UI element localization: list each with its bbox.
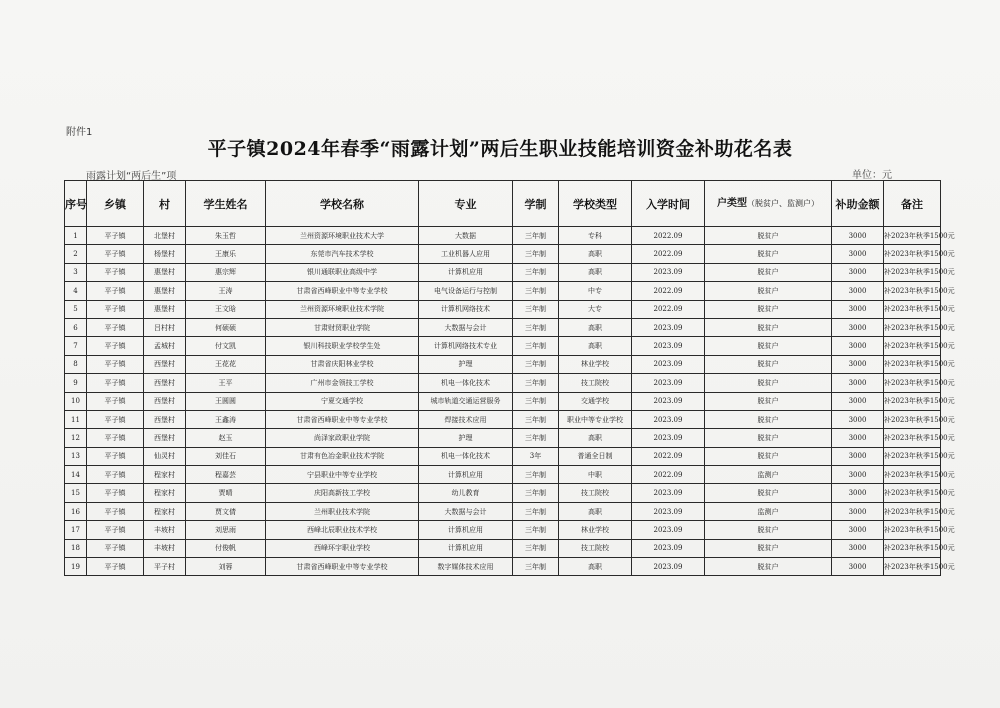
header-village: 村 xyxy=(144,181,186,227)
cell-school-type: 中专 xyxy=(559,282,632,300)
cell-school-type: 高职 xyxy=(559,502,632,520)
table-row xyxy=(65,466,941,484)
cell-no: 7 xyxy=(65,337,87,355)
cell-note: 补2023年秋季1500元 xyxy=(884,410,941,428)
header-household xyxy=(705,181,832,227)
cell-no: 19 xyxy=(65,558,87,576)
cell-amount: 3000 xyxy=(832,447,884,465)
cell-major: 护理 xyxy=(419,355,513,373)
cell-school-type: 高职 xyxy=(559,429,632,447)
cell-name: 付俊帆 xyxy=(186,539,266,557)
cell-note: 补2023年秋季1500元 xyxy=(884,227,941,245)
cell-no: 12 xyxy=(65,429,87,447)
cell-school: 宁夏交通学校 xyxy=(266,392,419,410)
cell-town: 平子镇 xyxy=(87,539,144,557)
table-row xyxy=(65,447,941,465)
cell-name: 何硕硕 xyxy=(186,318,266,336)
cell-school: 东莞市汽车技术学校 xyxy=(266,245,419,263)
cell-town: 平子镇 xyxy=(87,484,144,502)
cell-school-type: 高职 xyxy=(559,337,632,355)
cell-length: 三年制 xyxy=(513,263,559,281)
cell-enroll: 2022.09 xyxy=(632,245,705,263)
cell-note: 补2023年秋季1500元 xyxy=(884,521,941,539)
cell-school: 甘肃省西峰职业中等专业学校 xyxy=(266,282,419,300)
cell-name: 王文晗 xyxy=(186,300,266,318)
cell-major: 机电一体化技术 xyxy=(419,447,513,465)
cell-school-type: 高职 xyxy=(559,318,632,336)
cell-major: 计算机网络技术 xyxy=(419,300,513,318)
cell-enroll: 2022.09 xyxy=(632,227,705,245)
cell-name: 程嘉芸 xyxy=(186,466,266,484)
cell-note: 补2023年秋季1500元 xyxy=(884,484,941,502)
subsidy-roster-table xyxy=(64,180,955,576)
cell-amount: 3000 xyxy=(832,410,884,428)
cell-school: 西峰环宇职业学校 xyxy=(266,539,419,557)
cell-amount: 3000 xyxy=(832,558,884,576)
cell-length: 三年制 xyxy=(513,558,559,576)
cell-village: 丰坡村 xyxy=(144,539,186,557)
cell-note: 补2023年秋季1500元 xyxy=(884,337,941,355)
cell-town: 平子镇 xyxy=(87,410,144,428)
cell-amount: 3000 xyxy=(832,245,884,263)
table-body xyxy=(65,227,955,576)
cell-household: 脱贫户 xyxy=(705,227,832,245)
cell-village: 程家村 xyxy=(144,502,186,520)
cell-no: 13 xyxy=(65,447,87,465)
cell-no: 9 xyxy=(65,374,87,392)
header-no: 序号 xyxy=(65,181,87,227)
cell-length: 三年制 xyxy=(513,539,559,557)
cell-school: 甘肃省庆阳林业学校 xyxy=(266,355,419,373)
cell-note: 补2023年秋季1500元 xyxy=(884,282,941,300)
cell-name: 贾文倩 xyxy=(186,502,266,520)
cell-major: 工业机器人应用 xyxy=(419,245,513,263)
cell-length: 三年制 xyxy=(513,227,559,245)
cell-village: 丰坡村 xyxy=(144,521,186,539)
cell-name: 朱玉哲 xyxy=(186,227,266,245)
cell-name: 贾晴 xyxy=(186,484,266,502)
cell-amount: 3000 xyxy=(832,282,884,300)
cell-village: 平子村 xyxy=(144,558,186,576)
header-school: 学校名称 xyxy=(266,181,419,227)
cell-length: 三年制 xyxy=(513,300,559,318)
cell-no: 15 xyxy=(65,484,87,502)
cell-name: 王花花 xyxy=(186,355,266,373)
cell-town: 平子镇 xyxy=(87,447,144,465)
cell-household: 脱贫户 xyxy=(705,337,832,355)
cell-no: 10 xyxy=(65,392,87,410)
cell-length: 3年 xyxy=(513,447,559,465)
cell-school-type: 技工院校 xyxy=(559,484,632,502)
table-row xyxy=(65,539,941,557)
cell-major: 护理 xyxy=(419,429,513,447)
cell-household: 脱贫户 xyxy=(705,355,832,373)
cell-enroll: 2023.09 xyxy=(632,410,705,428)
table-row xyxy=(65,318,941,336)
cell-major: 计算机应用 xyxy=(419,521,513,539)
cell-amount: 3000 xyxy=(832,521,884,539)
cell-school-type: 林业学校 xyxy=(559,355,632,373)
cell-note: 补2023年秋季1500元 xyxy=(884,447,941,465)
cell-amount: 3000 xyxy=(832,374,884,392)
cell-major: 大数据与会计 xyxy=(419,318,513,336)
cell-name: 王康乐 xyxy=(186,245,266,263)
cell-note: 补2023年秋季1500元 xyxy=(884,245,941,263)
cell-no: 16 xyxy=(65,502,87,520)
cell-note: 补2023年秋季1500元 xyxy=(884,355,941,373)
cell-major: 电气设备运行与控制 xyxy=(419,282,513,300)
cell-amount: 3000 xyxy=(832,429,884,447)
cell-amount: 3000 xyxy=(832,466,884,484)
cell-household: 监测户 xyxy=(705,466,832,484)
cell-note: 补2023年秋季1500元 xyxy=(884,502,941,520)
cell-no: 3 xyxy=(65,263,87,281)
table-header-row xyxy=(65,181,941,227)
cell-no: 4 xyxy=(65,282,87,300)
cell-school: 甘肃省西峰职业中等专业学校 xyxy=(266,558,419,576)
cell-amount: 3000 xyxy=(832,355,884,373)
cell-name: 刘佳石 xyxy=(186,447,266,465)
table-row xyxy=(65,392,941,410)
cell-village: 北堡村 xyxy=(144,227,186,245)
cell-amount: 3000 xyxy=(832,300,884,318)
header-name: 学生姓名 xyxy=(186,181,266,227)
cell-no: 6 xyxy=(65,318,87,336)
cell-village: 惠堡村 xyxy=(144,300,186,318)
cell-school-type: 高职 xyxy=(559,245,632,263)
cell-major: 机电一体化技术 xyxy=(419,374,513,392)
cell-amount: 3000 xyxy=(832,539,884,557)
cell-household: 脱贫户 xyxy=(705,392,832,410)
project-label: 雨露计划“两后生”项 xyxy=(86,171,177,182)
cell-village: 西堡村 xyxy=(144,392,186,410)
cell-village: 西堡村 xyxy=(144,410,186,428)
cell-no: 8 xyxy=(65,355,87,373)
cell-school-type: 普通全日制 xyxy=(559,447,632,465)
cell-name: 惠宗辉 xyxy=(186,263,266,281)
cell-no: 2 xyxy=(65,245,87,263)
cell-no: 14 xyxy=(65,466,87,484)
cell-town: 平子镇 xyxy=(87,300,144,318)
cell-amount: 3000 xyxy=(832,318,884,336)
cell-note: 补2023年秋季1500元 xyxy=(884,429,941,447)
unit-label: 单位：元 xyxy=(852,170,892,181)
cell-village: 程家村 xyxy=(144,466,186,484)
cell-enroll: 2022.09 xyxy=(632,447,705,465)
cell-amount: 3000 xyxy=(832,484,884,502)
cell-village: 程家村 xyxy=(144,484,186,502)
table-row xyxy=(65,300,941,318)
cell-village: 仙灵村 xyxy=(144,447,186,465)
cell-no: 5 xyxy=(65,300,87,318)
cell-household: 脱贫户 xyxy=(705,447,832,465)
cell-no: 11 xyxy=(65,410,87,428)
attachment-label: 附件1 xyxy=(66,127,93,138)
header-town: 乡镇 xyxy=(87,181,144,227)
cell-enroll: 2022.09 xyxy=(632,282,705,300)
header-note: 备注 xyxy=(884,181,941,227)
cell-town: 平子镇 xyxy=(87,392,144,410)
cell-major: 城市轨道交通运营服务 xyxy=(419,392,513,410)
cell-enroll: 2023.09 xyxy=(632,484,705,502)
cell-school: 兰州资源环境职业技术学院 xyxy=(266,300,419,318)
cell-enroll: 2022.09 xyxy=(632,300,705,318)
cell-name: 赵玉 xyxy=(186,429,266,447)
cell-name: 刘蓉 xyxy=(186,558,266,576)
cell-length: 三年制 xyxy=(513,484,559,502)
cell-school: 甘肃有色冶金职业技术学院 xyxy=(266,447,419,465)
table-row xyxy=(65,337,941,355)
header-household-main: 户类型 xyxy=(717,197,747,209)
cell-name: 王圆圆 xyxy=(186,392,266,410)
table-row xyxy=(65,410,941,428)
cell-note: 补2023年秋季1500元 xyxy=(884,392,941,410)
cell-length: 三年制 xyxy=(513,410,559,428)
cell-major: 计算机网络技术专业 xyxy=(419,337,513,355)
cell-school: 银川通联职业高级中学 xyxy=(266,263,419,281)
cell-length: 三年制 xyxy=(513,282,559,300)
cell-town: 平子镇 xyxy=(87,245,144,263)
cell-village: 杨堡村 xyxy=(144,245,186,263)
cell-school: 银川科技职业学校学生处 xyxy=(266,337,419,355)
cell-village: 惠堡村 xyxy=(144,263,186,281)
cell-town: 平子镇 xyxy=(87,502,144,520)
cell-town: 平子镇 xyxy=(87,227,144,245)
cell-length: 三年制 xyxy=(513,318,559,336)
cell-household: 监测户 xyxy=(705,502,832,520)
cell-amount: 3000 xyxy=(832,502,884,520)
header-major: 专业 xyxy=(419,181,513,227)
cell-note: 补2023年秋季1500元 xyxy=(884,374,941,392)
cell-school: 庆阳高新技工学校 xyxy=(266,484,419,502)
cell-major: 数字媒体技术应用 xyxy=(419,558,513,576)
cell-length: 三年制 xyxy=(513,337,559,355)
cell-note: 补2023年秋季1500元 xyxy=(884,466,941,484)
cell-no: 1 xyxy=(65,227,87,245)
document-title: 平子镇2024年春季“雨露计划”两后生职业技能培训资金补助花名表 xyxy=(207,138,793,160)
cell-amount: 3000 xyxy=(832,392,884,410)
cell-town: 平子镇 xyxy=(87,282,144,300)
cell-length: 三年制 xyxy=(513,502,559,520)
cell-town: 平子镇 xyxy=(87,558,144,576)
cell-household: 脱贫户 xyxy=(705,245,832,263)
cell-name: 刘思雨 xyxy=(186,521,266,539)
cell-household: 脱贫户 xyxy=(705,263,832,281)
table-row xyxy=(65,245,941,263)
table-row xyxy=(65,484,941,502)
cell-household: 脱贫户 xyxy=(705,429,832,447)
cell-name: 王平 xyxy=(186,374,266,392)
cell-school-type: 职业中等专业学校 xyxy=(559,410,632,428)
cell-enroll: 2023.09 xyxy=(632,337,705,355)
cell-school-type: 交通学校 xyxy=(559,392,632,410)
cell-town: 平子镇 xyxy=(87,521,144,539)
cell-village: 孟城村 xyxy=(144,337,186,355)
cell-amount: 3000 xyxy=(832,337,884,355)
cell-major: 大数据与会计 xyxy=(419,502,513,520)
cell-school: 兰州职业技术学院 xyxy=(266,502,419,520)
cell-length: 三年制 xyxy=(513,521,559,539)
cell-village: 西堡村 xyxy=(144,355,186,373)
cell-amount: 3000 xyxy=(832,227,884,245)
cell-enroll: 2023.09 xyxy=(632,558,705,576)
cell-no: 17 xyxy=(65,521,87,539)
cell-school-type: 林业学校 xyxy=(559,521,632,539)
cell-village: 西堡村 xyxy=(144,429,186,447)
cell-no: 18 xyxy=(65,539,87,557)
cell-town: 平子镇 xyxy=(87,318,144,336)
cell-household: 脱贫户 xyxy=(705,282,832,300)
cell-household: 脱贫户 xyxy=(705,484,832,502)
cell-town: 平子镇 xyxy=(87,337,144,355)
cell-name: 王涛 xyxy=(186,282,266,300)
cell-major: 计算机应用 xyxy=(419,466,513,484)
cell-household: 脱贫户 xyxy=(705,300,832,318)
table-row xyxy=(65,355,941,373)
table-row xyxy=(65,558,941,576)
cell-enroll: 2023.09 xyxy=(632,429,705,447)
cell-enroll: 2023.09 xyxy=(632,392,705,410)
cell-school-type: 技工院校 xyxy=(559,539,632,557)
cell-school-type: 中职 xyxy=(559,466,632,484)
cell-length: 三年制 xyxy=(513,355,559,373)
cell-household: 脱贫户 xyxy=(705,521,832,539)
cell-school-type: 高职 xyxy=(559,558,632,576)
header-length: 学制 xyxy=(513,181,559,227)
cell-town: 平子镇 xyxy=(87,466,144,484)
table-row xyxy=(65,502,941,520)
table-row xyxy=(65,374,941,392)
cell-school: 尚泽家政职业学院 xyxy=(266,429,419,447)
cell-length: 三年制 xyxy=(513,374,559,392)
cell-length: 三年制 xyxy=(513,429,559,447)
cell-note: 补2023年秋季1500元 xyxy=(884,263,941,281)
cell-school: 兰州资源环境职业技术大学 xyxy=(266,227,419,245)
cell-household: 脱贫户 xyxy=(705,318,832,336)
cell-enroll: 2023.09 xyxy=(632,355,705,373)
header-household-sub: （脱贫户、监测户） xyxy=(747,198,819,208)
cell-village: 惠堡村 xyxy=(144,282,186,300)
cell-enroll: 2022.09 xyxy=(632,466,705,484)
cell-name: 王鑫涛 xyxy=(186,410,266,428)
cell-major: 计算机应用 xyxy=(419,263,513,281)
header-amount: 补助金额 xyxy=(832,181,884,227)
cell-major: 大数据 xyxy=(419,227,513,245)
cell-school-type: 大专 xyxy=(559,300,632,318)
table-row xyxy=(65,429,941,447)
header-enroll: 入学时间 xyxy=(632,181,705,227)
cell-enroll: 2023.09 xyxy=(632,263,705,281)
cell-note: 补2023年秋季1500元 xyxy=(884,318,941,336)
cell-amount: 3000 xyxy=(832,263,884,281)
cell-note: 补2023年秋季1500元 xyxy=(884,300,941,318)
cell-length: 三年制 xyxy=(513,245,559,263)
cell-length: 三年制 xyxy=(513,392,559,410)
cell-village: 吕村村 xyxy=(144,318,186,336)
cell-school: 西峰北辰职业技术学校 xyxy=(266,521,419,539)
cell-school-type: 专科 xyxy=(559,227,632,245)
cell-town: 平子镇 xyxy=(87,263,144,281)
cell-household: 脱贫户 xyxy=(705,374,832,392)
cell-enroll: 2023.09 xyxy=(632,502,705,520)
cell-town: 平子镇 xyxy=(87,374,144,392)
cell-name: 付文凯 xyxy=(186,337,266,355)
table-row xyxy=(65,521,941,539)
cell-school: 甘肃财贸职业学院 xyxy=(266,318,419,336)
cell-household: 脱贫户 xyxy=(705,539,832,557)
header-school-type: 学校类型 xyxy=(559,181,632,227)
table-row xyxy=(65,263,941,281)
cell-household: 脱贫户 xyxy=(705,558,832,576)
cell-village: 西堡村 xyxy=(144,374,186,392)
cell-major: 焊接技术应用 xyxy=(419,410,513,428)
cell-school-type: 高职 xyxy=(559,263,632,281)
cell-enroll: 2023.09 xyxy=(632,539,705,557)
table-row xyxy=(65,282,941,300)
cell-school: 广州市金领技工学校 xyxy=(266,374,419,392)
table-row xyxy=(65,227,941,245)
cell-enroll: 2023.09 xyxy=(632,374,705,392)
cell-town: 平子镇 xyxy=(87,429,144,447)
cell-major: 幼儿教育 xyxy=(419,484,513,502)
cell-school: 宁县职业中等专业学校 xyxy=(266,466,419,484)
cell-town: 平子镇 xyxy=(87,355,144,373)
cell-note: 补2023年秋季1500元 xyxy=(884,539,941,557)
cell-household: 脱贫户 xyxy=(705,410,832,428)
cell-enroll: 2023.09 xyxy=(632,521,705,539)
cell-note: 补2023年秋季1500元 xyxy=(884,558,941,576)
cell-major: 计算机应用 xyxy=(419,539,513,557)
cell-school: 甘肃省西峰职业中等专业学校 xyxy=(266,410,419,428)
cell-school-type: 技工院校 xyxy=(559,374,632,392)
cell-enroll: 2023.09 xyxy=(632,318,705,336)
cell-length: 三年制 xyxy=(513,466,559,484)
